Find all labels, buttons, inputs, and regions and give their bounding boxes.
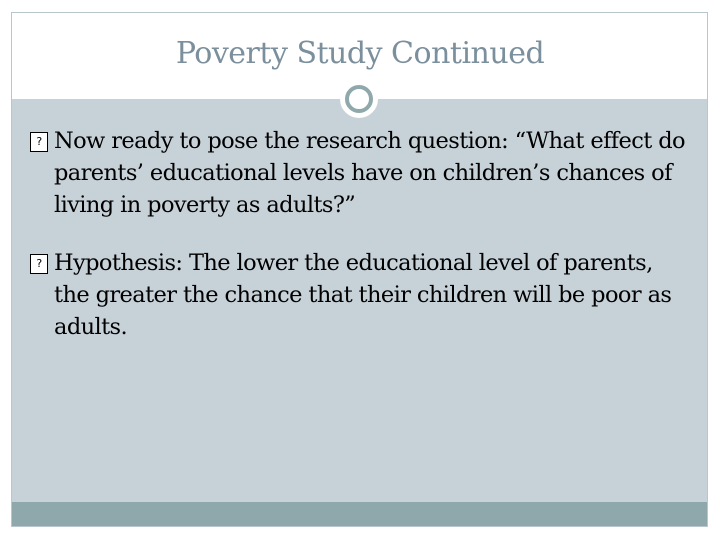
footer-bar: [12, 502, 707, 526]
missing-glyph-icon: ?: [30, 132, 48, 152]
bullet-list: [30, 125, 690, 369]
bullet-item: [30, 125, 690, 221]
missing-glyph-icon: ?: [30, 254, 48, 274]
slide-title: Poverty Study Continued: [175, 36, 545, 71]
bullet-text: Now ready to pose the research question: “What effect do parents’ educational levels have on children’s chances of living in poverty as adults?”: [54, 128, 685, 218]
bullet-text: Hypothesis: The lower the educational level of parents, the greater the chance that their children will be poor as adults.: [54, 250, 672, 340]
bullet-item: [30, 247, 690, 343]
ring-inner: [345, 85, 373, 113]
ring-ornament-icon: [340, 80, 378, 118]
